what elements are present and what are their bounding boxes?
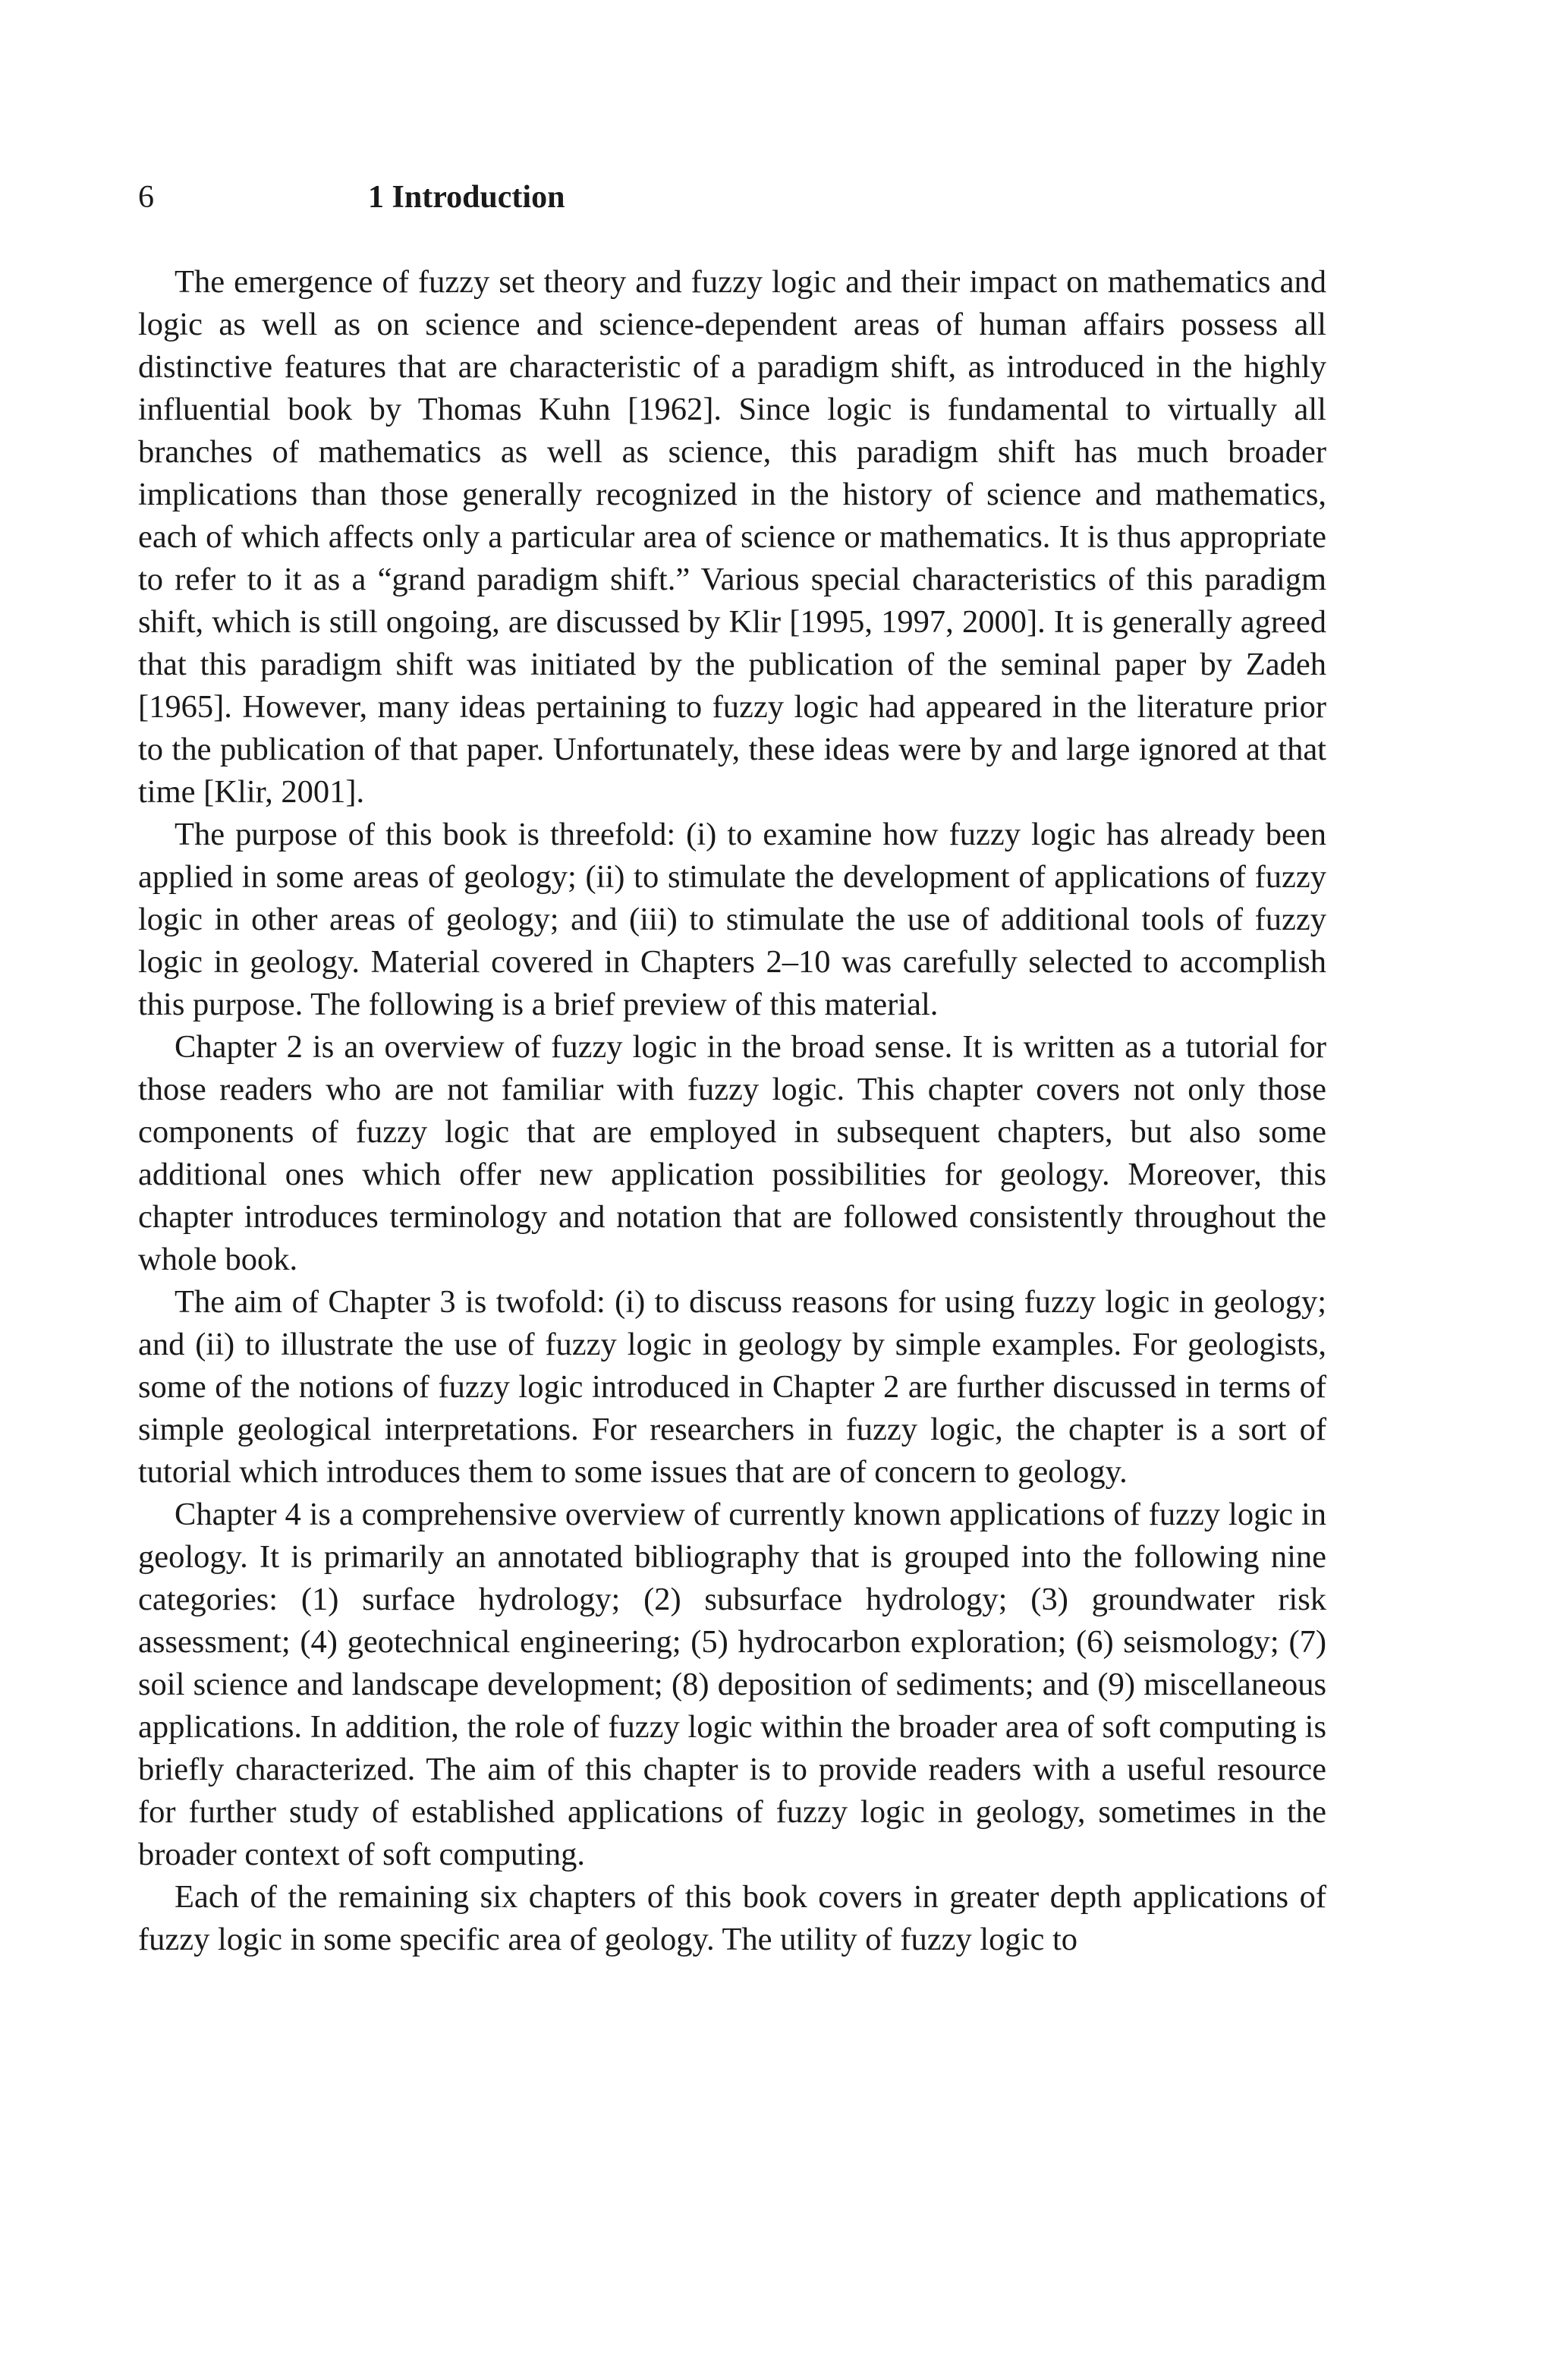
paragraph-5: Chapter 4 is a comprehensive overview of currently known applications of fuzzy logic in geology. It is primarily an annotated bibliography that is grouped into the following nine categories: (1) surface hydrology; (2) subsurface hydrology; (3) groundwater risk assessment; (4) geotechnical engineering; (5) hydrocarbon exploration; (6) seismology; (7) soil science and landscape development; (8) deposition of sediments; and (9) miscellaneous applications. In addition, the role of fuzzy logic within the broader area of soft computing is briefly characterized. The aim of this chapter is to provide readers with a useful resource for further study of established applications of fuzzy logic in geology, sometimes in the broader context of soft computing. (138, 1497, 1326, 1872)
page-number: 6 (138, 180, 154, 215)
paragraph-3: Chapter 2 is an overview of fuzzy logic in the broad sense. It is written as a tutorial for those readers who are not familiar with fuzzy logic. This chapter covers not only those components of fuzzy logic that are employed in subsequent chapters, but also some additional ones which offer new application possibilities for geology. Moreover, this chapter introduces terminology and notation that are followed consistently throughout the whole book. (138, 1029, 1326, 1277)
paragraph-6: Each of the remaining six chapters of this book covers in greater depth applications of fuzzy logic in some specific area of geology. The utility of fuzzy logic to (138, 1879, 1326, 1957)
paragraph-4: The aim of Chapter 3 is twofold: (i) to discuss reasons for using fuzzy logic in geology; and (ii) to illustrate the use of fuzzy logic in geology by simple examples. For geologists, some of the notions of fuzzy logic introduced in Chapter 2 are further discussed in terms of simple geological interpretations. For researchers in fuzzy logic, the chapter is a sort of tutorial which introduces them to some issues that are of concern to geology. (138, 1284, 1326, 1490)
paragraph-2: The purpose of this book is threefold: (i) to examine how fuzzy logic has already been applied in some areas of geology; (ii) to stimulate the development of applications of fuzzy logic in other areas of geology; and (iii) to stimulate the use of additional tools of fuzzy logic in geology. Material covered in Chapters 2–10 was carefully selected to accomplish this purpose. The following is a brief preview of this material. (138, 817, 1326, 1022)
body-text (138, 261, 1326, 1961)
chapter-title: 1 Introduction (368, 180, 565, 215)
paragraph-1: The emergence of fuzzy set theory and fuzzy logic and their impact on mathematics and logic as well as on science and science-dependent areas of human affairs possess all distinctive features that are characteristic of a paradigm shift, as introduced in the highly influential book by Thomas Kuhn [1962]. Since logic is fundamental to virtually all branches of mathematics as well as science, this paradigm shift has much broader implications than those generally recognized in the history of science and mathematics, each of which affects only a particular area of science or mathematics. It is thus appropriate to refer to it as a “grand paradigm shift.” Various special characteristics of this paradigm shift, which is still ongoing, are discussed by Klir [1995, 1997, 2000]. It is generally agreed that this paradigm shift was initiated by the publication of the seminal paper by Zadeh [1965]. However, many ideas pertaining to fuzzy logic had appeared in the literature prior to the publication of that paper. Unfortunately, these ideas were by and large ignored at that time [Klir, 2001]. (138, 264, 1326, 810)
